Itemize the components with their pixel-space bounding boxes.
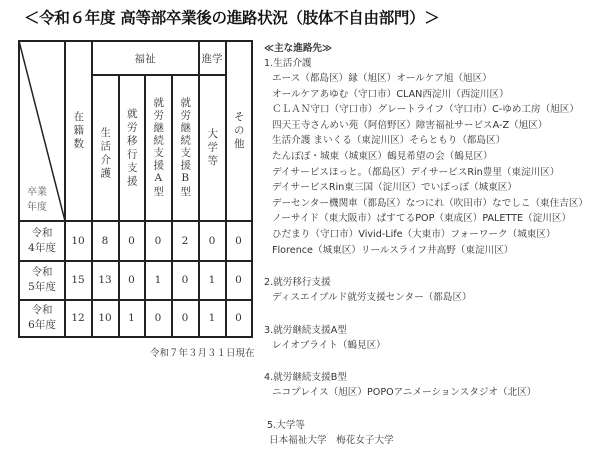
cell-enrolled: 10 [71, 235, 85, 247]
row-year-cell [20, 300, 64, 336]
cell-continuation-a: 0 [154, 312, 162, 324]
section-label-university: 5.大学等 [267, 419, 305, 431]
destination-item: ひだまり（守口市）Vivid-Life（大東市）フォーワーク（城東区） [272, 228, 556, 240]
destination-item: たんぽぽ・城東（城東区）鶴見希望の会（鶴見区） [272, 150, 493, 162]
destination-item: 生活介護 まいくる（東淀川区）そらともり（都島区） [272, 135, 506, 147]
destination-item: オールケアあゆむ（守口市）CLAN西淀川（西淀川区） [272, 88, 509, 100]
spacer [264, 401, 600, 418]
page-title: ＜令和６年度 高等部卒業後の進路状況（肢体不自由部門）＞ [24, 9, 440, 27]
table-border-bottom [18, 336, 253, 338]
col-header-enrolled-text: 在籍数 [72, 110, 85, 152]
career-status-table [18, 40, 253, 338]
row-year-number: 4年度 [28, 242, 56, 254]
col-header-other [226, 42, 251, 220]
col-header-other-text: その他 [232, 110, 245, 152]
section-label-transition: 2.就労移行支援 [264, 277, 331, 289]
row-year-cell [20, 222, 64, 260]
cell-continuation-b: 0 [181, 274, 189, 286]
section-label-continuation-a: 3.就労継続支援A型 [264, 324, 347, 336]
destination-item: 四天王寺さんめい苑（阿倍野区）障害福祉サービスA-Z（旭区） [272, 119, 548, 131]
col-header-life-care [92, 76, 118, 226]
spacer [264, 258, 600, 275]
destinations-heading: ≪主な進路先≫ [264, 43, 333, 54]
cell-life-care: 10 [98, 312, 112, 324]
col-header-transition [119, 76, 144, 220]
section-label-continuation-b: 4.就労継続支援B型 [264, 372, 347, 384]
cell-continuation-b: 2 [181, 235, 189, 247]
col-header-continuation-b-text: 就労継続支援B型 [179, 97, 192, 199]
row-year-era: 令和 [31, 266, 53, 278]
col-header-continuation-a-text: 就労継続支援A型 [152, 97, 165, 199]
destination-item: エース（都島区）縁（旭区）オールケア旭（旭区） [272, 73, 492, 84]
row-year-era: 令和 [31, 304, 53, 316]
cell-continuation-a: 1 [154, 274, 162, 286]
section-label-life-care: 1.生活介護 [264, 58, 312, 69]
spacer [264, 306, 600, 323]
destination-item: 日本福祉大学 梅花女子大学 [269, 434, 394, 446]
col-header-enrolled [65, 42, 91, 220]
cell-transition: 0 [128, 235, 135, 247]
cell-university: 0 [208, 235, 216, 247]
cell-other: 0 [235, 274, 242, 286]
cell-other: 0 [235, 312, 242, 324]
col-header-continuation-a [145, 76, 171, 220]
cell-other: 0 [235, 235, 242, 247]
row-year-number: 6年度 [28, 319, 56, 331]
cell-transition: 0 [128, 274, 135, 286]
group-header-welfare: 福祉 [134, 52, 156, 65]
cell-enrolled: 15 [71, 274, 85, 286]
col-header-transition-text: 就労移行支援 [125, 107, 138, 189]
destination-item: デイサービスRin東三国（淀川区）でいぽっぽ（城東区） [272, 182, 517, 194]
col-header-life-care-text: 生活介護 [99, 127, 112, 181]
cell-life-care: 13 [98, 274, 112, 286]
spacer [264, 353, 600, 370]
col-header-continuation-b [172, 76, 198, 220]
destinations-panel [264, 41, 600, 449]
destination-item: ＣＬＡＮ守口（守口市）グレートライフ（守口市）C-ゆめ工房（旭区） [272, 104, 579, 116]
corner-label-line2: 年度 [27, 202, 47, 213]
cell-enrolled: 12 [71, 312, 85, 324]
row-year-number: 5年度 [28, 281, 56, 293]
destination-item: ディスエイブルド就労支援センター（都島区） [272, 292, 472, 304]
cell-continuation-a: 0 [154, 235, 162, 247]
cell-continuation-b: 0 [181, 312, 189, 324]
row-year-era: 令和 [31, 227, 53, 239]
col-header-university [199, 76, 225, 220]
group-header-advance: 進学 [201, 52, 223, 65]
cell-university: 1 [208, 274, 216, 286]
destination-item: Florence（城東区）リールスライフ井高野（東淀川区） [272, 244, 514, 256]
cell-life-care: 8 [101, 235, 109, 247]
corner-label [22, 180, 52, 220]
col-header-university-text: 大学等 [206, 127, 219, 169]
destination-item: デーセンター機関車（都島区）なつにれ（吹田市）なでしこ（東住吉区） [272, 197, 589, 209]
cell-transition: 1 [128, 312, 135, 324]
destination-item: ニコプレイス（旭区）POPOアニメーションスタジオ（北区） [272, 387, 537, 399]
destination-item: デイサービスほっと。（都島区）デイサービスRin豊里（東淀川区） [272, 166, 560, 178]
destination-item: ノーサイド（東大阪市）ぱすてるPOP（東成区）PALETTE（淀川区） [272, 213, 572, 225]
destination-item: レイオブライト（鶴見区） [272, 339, 386, 351]
table-border-right [251, 40, 253, 338]
corner-label-line1: 卒業 [27, 187, 47, 198]
as-of-date: 令和７年３月３１日現在 [150, 348, 255, 359]
row-year-cell [20, 261, 64, 299]
cell-university: 1 [208, 312, 216, 324]
